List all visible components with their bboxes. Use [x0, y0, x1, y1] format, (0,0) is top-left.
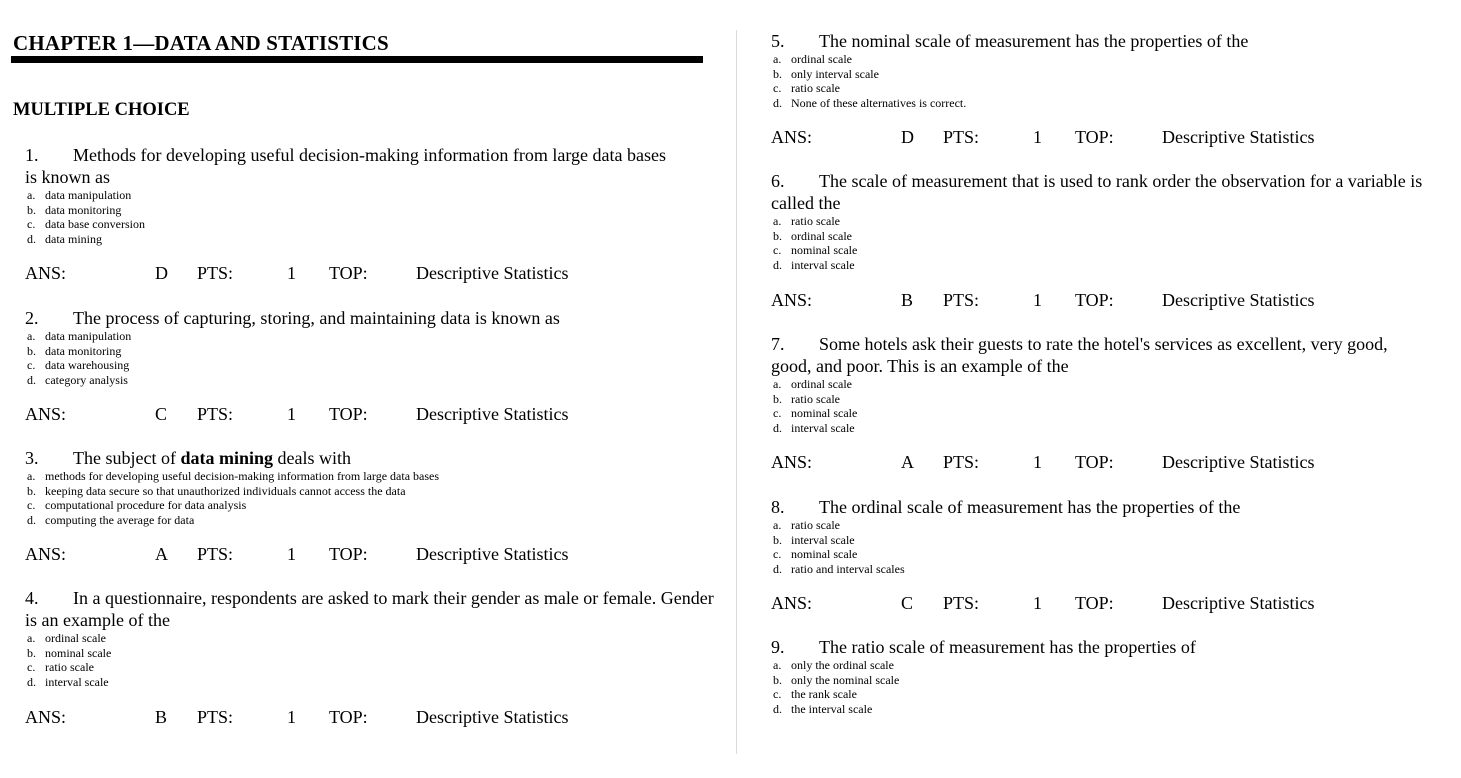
question-number: 7.	[771, 334, 785, 354]
ans-value: A	[901, 452, 914, 472]
choice-letter: b.	[773, 391, 782, 406]
choice-letter: c.	[773, 406, 782, 421]
choice-text: data warehousing	[45, 358, 130, 373]
pts-label: PTS:	[943, 452, 980, 472]
choice-letter: b.	[773, 672, 782, 687]
choice-list	[771, 52, 1456, 111]
choice-list	[771, 377, 1431, 436]
choice-list	[25, 188, 675, 247]
question-9	[771, 636, 1456, 717]
choice-letter: a.	[773, 518, 782, 532]
choice-letter: b.	[773, 66, 782, 81]
choice-item	[25, 660, 715, 675]
question-stem	[771, 496, 1456, 518]
top-label: TOP:	[329, 404, 368, 424]
ans-value: A	[155, 544, 168, 564]
choice-item	[25, 344, 715, 359]
question-stem	[25, 447, 715, 469]
ans-label: ANS:	[771, 452, 813, 472]
question-text-after: deals with	[273, 448, 351, 468]
question-stem	[771, 170, 1456, 214]
question-2	[25, 307, 715, 388]
question-text-before: The subject of	[73, 448, 181, 468]
ans-label: ANS:	[25, 544, 67, 564]
choice-text: only interval scale	[791, 66, 879, 81]
question-text: The ratio scale of measurement has the properties of	[819, 637, 1196, 657]
choice-item	[771, 377, 1431, 392]
pts-value: 1	[1033, 452, 1042, 472]
pts-value: 1	[1033, 593, 1042, 613]
choice-letter: c.	[27, 217, 36, 232]
choice-text: interval scale	[791, 532, 855, 547]
pts-value: 1	[287, 544, 296, 564]
question-stem	[771, 30, 1456, 52]
top-label: TOP:	[329, 707, 368, 727]
choice-text: computing the average for data	[45, 513, 195, 528]
choice-text: keeping data secure so that unauthorized individuals cannot access the data	[45, 483, 406, 498]
choice-letter: b.	[27, 483, 36, 498]
pts-value: 1	[287, 263, 296, 283]
choice-item	[771, 406, 1431, 421]
choice-text: computational procedure for data analysis	[45, 498, 247, 513]
pts-label: PTS:	[197, 707, 234, 727]
pts-label: PTS:	[197, 544, 234, 564]
choice-item	[25, 513, 715, 528]
choice-text: ratio scale	[45, 660, 94, 675]
choice-letter: b.	[773, 228, 782, 243]
choice-text: data monitoring	[45, 343, 122, 358]
ans-value: D	[901, 127, 914, 147]
ans-label: ANS:	[771, 127, 813, 147]
ans-value: C	[901, 593, 914, 613]
choice-item	[771, 562, 1456, 577]
top-value: Descriptive Statistics	[416, 544, 569, 564]
choice-text: data manipulation	[45, 188, 132, 202]
choice-item	[771, 214, 1456, 229]
choice-letter: d.	[27, 373, 36, 388]
choice-text: ratio scale	[791, 214, 840, 228]
choice-letter: d.	[773, 96, 782, 111]
choice-text: ordinal scale	[791, 377, 852, 391]
title-rule	[11, 56, 703, 63]
choice-item	[25, 498, 715, 513]
question-number: 5.	[771, 31, 785, 51]
top-value: Descriptive Statistics	[1162, 290, 1315, 310]
question-text: The ordinal scale of measurement has the properties of the	[819, 497, 1241, 517]
choice-item	[25, 203, 675, 218]
question-1	[25, 144, 675, 247]
question-number: 8.	[771, 497, 785, 517]
choice-item	[771, 702, 1456, 717]
choice-item	[771, 658, 1456, 673]
choice-letter: a.	[27, 631, 36, 645]
choice-letter: d.	[27, 232, 36, 247]
choice-text: data base conversion	[45, 217, 145, 232]
question-8	[771, 496, 1456, 577]
choice-item	[25, 631, 715, 646]
choice-letter: a.	[773, 52, 782, 66]
question-number: 9.	[771, 637, 785, 657]
right-column	[737, 0, 1461, 778]
choice-list	[25, 329, 715, 388]
choice-item	[771, 687, 1456, 702]
choice-item	[771, 673, 1456, 688]
choice-letter: c.	[27, 498, 36, 513]
choice-letter: a.	[27, 469, 36, 483]
choice-letter: c.	[773, 547, 782, 562]
ans-label: ANS:	[771, 290, 813, 310]
ans-value: B	[901, 290, 914, 310]
question-text: The process of capturing, storing, and maintaining data is known as	[73, 308, 560, 328]
pts-label: PTS:	[197, 263, 234, 283]
choice-item	[25, 217, 675, 232]
question-text: The nominal scale of measurement has the properties of the	[819, 31, 1249, 51]
choice-item	[771, 67, 1456, 82]
ans-label: ANS:	[25, 707, 67, 727]
choice-item	[25, 373, 715, 388]
choice-text: only the nominal scale	[791, 672, 900, 687]
question-text: Some hotels ask their guests to rate the hotel's services as excellent, very good, good, and poor. This is an example of the	[771, 334, 1388, 376]
pts-label: PTS:	[943, 127, 980, 147]
choice-item	[25, 232, 675, 247]
choice-text: data monitoring	[45, 202, 122, 217]
choice-text: interval scale	[45, 675, 109, 690]
choice-text: category analysis	[45, 373, 128, 388]
ans-value: D	[155, 263, 168, 283]
choice-item	[25, 675, 715, 690]
pts-value: 1	[1033, 290, 1042, 310]
choice-text: nominal scale	[791, 547, 858, 562]
choice-text: None of these alternatives is correct.	[791, 96, 967, 111]
choice-item	[25, 358, 715, 373]
section-heading: MULTIPLE CHOICE	[13, 100, 190, 120]
question-stem	[771, 333, 1431, 377]
choice-letter: d.	[27, 513, 36, 528]
question-number: 3.	[25, 448, 39, 468]
question-number: 4.	[25, 588, 39, 608]
top-label: TOP:	[1075, 127, 1114, 147]
choice-text: interval scale	[791, 258, 855, 273]
choice-item	[25, 188, 675, 203]
top-value: Descriptive Statistics	[416, 263, 569, 283]
question-number: 2.	[25, 308, 39, 328]
choice-text: ordinal scale	[791, 52, 852, 66]
ans-value: C	[155, 404, 168, 424]
top-value: Descriptive Statistics	[1162, 593, 1315, 613]
question-6	[771, 170, 1456, 273]
choice-item	[771, 518, 1456, 533]
top-value: Descriptive Statistics	[1162, 127, 1315, 147]
choice-text: the rank scale	[791, 687, 857, 702]
choice-text: ratio scale	[791, 81, 840, 96]
choice-item	[771, 547, 1456, 562]
choice-text: nominal scale	[791, 406, 858, 421]
pts-label: PTS:	[943, 593, 980, 613]
choice-letter: d.	[773, 421, 782, 436]
choice-item	[771, 258, 1456, 273]
choice-text: data manipulation	[45, 329, 132, 343]
choice-text: data mining	[45, 232, 102, 247]
choice-text: interval scale	[791, 421, 855, 436]
choice-item	[771, 421, 1431, 436]
top-label: TOP:	[1075, 290, 1114, 310]
question-text: In a questionnaire, respondents are asked to mark their gender as male or female. Gender is an example of the	[25, 588, 714, 630]
ans-label: ANS:	[771, 593, 813, 613]
choice-letter: d.	[773, 562, 782, 577]
top-label: TOP:	[1075, 452, 1114, 472]
choice-text: ratio scale	[791, 518, 840, 532]
choice-letter: d.	[773, 702, 782, 717]
choice-list	[771, 214, 1456, 273]
top-value: Descriptive Statistics	[416, 707, 569, 727]
choice-list	[25, 469, 715, 528]
question-7	[771, 333, 1431, 436]
question-stem	[25, 307, 715, 329]
top-label: TOP:	[329, 544, 368, 564]
question-text: Methods for developing useful decision-making information from large data bases is known as	[25, 145, 667, 187]
choice-letter: b.	[27, 343, 36, 358]
choice-item	[25, 484, 715, 499]
choice-letter: d.	[773, 258, 782, 273]
choice-text: methods for developing useful decision-making information from large data bases	[45, 469, 440, 483]
choice-letter: c.	[27, 660, 36, 675]
ans-label: ANS:	[25, 404, 67, 424]
choice-letter: d.	[27, 675, 36, 690]
pts-value: 1	[287, 404, 296, 424]
question-3	[25, 447, 715, 528]
choice-item	[771, 392, 1431, 407]
choice-text: ratio scale	[791, 391, 840, 406]
choice-item	[771, 81, 1456, 96]
pts-label: PTS:	[943, 290, 980, 310]
choice-item	[771, 229, 1456, 244]
choice-item	[771, 533, 1456, 548]
choice-item	[771, 96, 1456, 111]
choice-item	[25, 329, 715, 344]
choice-letter: c.	[773, 687, 782, 702]
top-value: Descriptive Statistics	[1162, 452, 1315, 472]
ans-label: ANS:	[25, 263, 67, 283]
question-stem	[771, 636, 1456, 658]
choice-text: ordinal scale	[791, 228, 852, 243]
choice-letter: a.	[773, 377, 782, 391]
top-label: TOP:	[1075, 593, 1114, 613]
choice-letter: a.	[773, 214, 782, 228]
choice-letter: c.	[773, 243, 782, 258]
question-4	[25, 587, 715, 690]
choice-item	[771, 52, 1456, 67]
choice-text: ordinal scale	[45, 631, 106, 645]
choice-item	[25, 646, 715, 661]
question-number: 1.	[25, 145, 39, 165]
question-stem	[25, 587, 715, 631]
choice-text: nominal scale	[45, 645, 112, 660]
choice-text: the interval scale	[791, 702, 873, 717]
choice-item	[771, 243, 1456, 258]
chapter-title: CHAPTER 1—DATA AND STATISTICS	[13, 31, 389, 55]
choice-letter: a.	[773, 658, 782, 672]
top-label: TOP:	[329, 263, 368, 283]
top-value: Descriptive Statistics	[416, 404, 569, 424]
choice-list	[771, 658, 1456, 717]
choice-letter: b.	[773, 532, 782, 547]
choice-letter: c.	[27, 358, 36, 373]
choice-text: nominal scale	[791, 243, 858, 258]
choice-item	[25, 469, 715, 484]
pts-value: 1	[1033, 127, 1042, 147]
choice-list	[771, 518, 1456, 577]
question-stem	[25, 144, 675, 188]
choice-letter: b.	[27, 645, 36, 660]
question-number: 6.	[771, 171, 785, 191]
choice-letter: a.	[27, 329, 36, 343]
choice-letter: c.	[773, 81, 782, 96]
choice-text: ratio and interval scales	[791, 562, 905, 577]
ans-value: B	[155, 707, 168, 727]
question-5	[771, 30, 1456, 111]
choice-letter: a.	[27, 188, 36, 202]
pts-label: PTS:	[197, 404, 234, 424]
choice-list	[25, 631, 715, 690]
question-text: The scale of measurement that is used to rank order the observation for a variable is called the	[771, 171, 1423, 213]
pts-value: 1	[287, 707, 296, 727]
choice-letter: b.	[27, 202, 36, 217]
question-text-bold: data mining	[180, 448, 273, 468]
choice-text: only the ordinal scale	[791, 658, 894, 672]
